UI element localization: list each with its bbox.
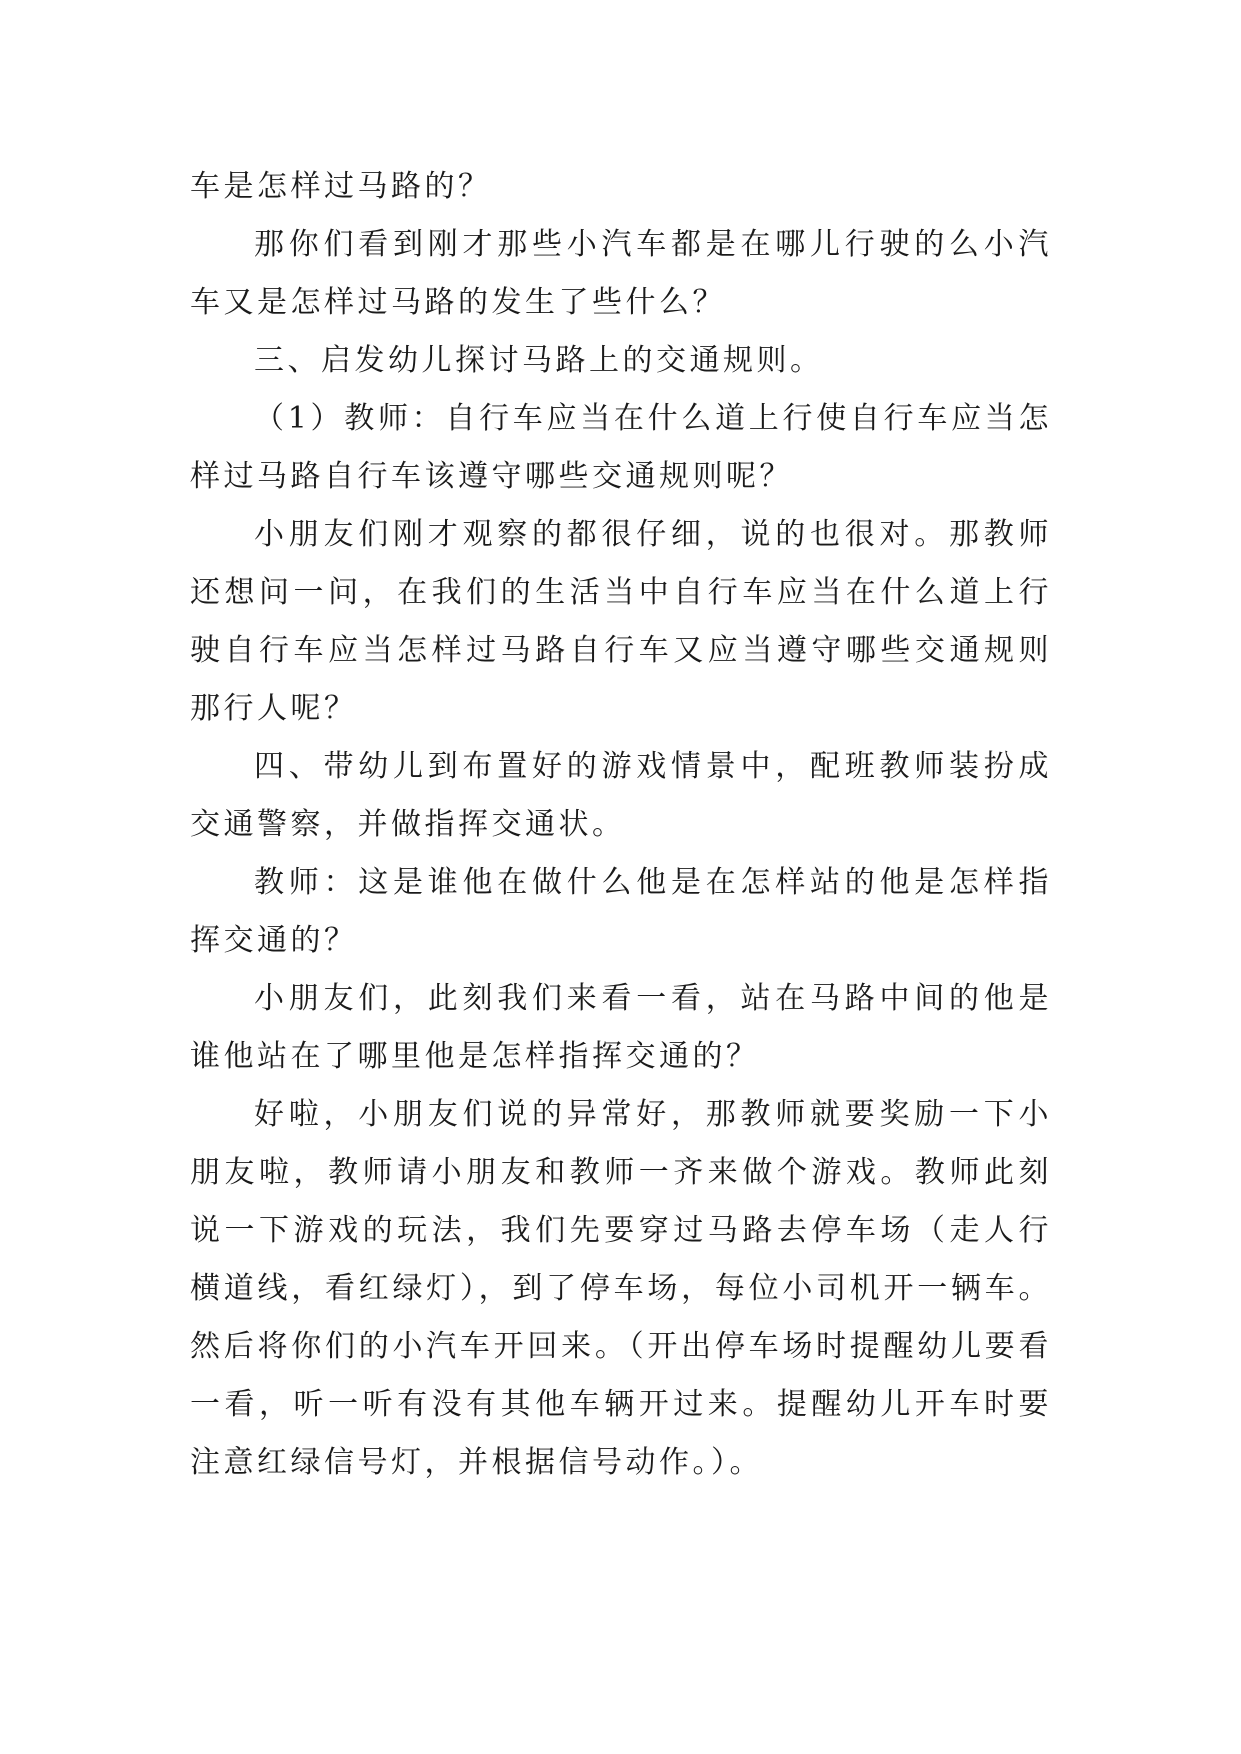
paragraph-5: 小朋友们刚才观察的都很仔细，说的也很对。那教师还想问一问，在我们的生活当中自行车应当在什么道上行驶自行车应当怎样过马路自行车又应当遵守哪些交通规则那行人呢？ bbox=[190, 517, 1052, 726]
paragraph-9: 好啦，小朋友们说的异常好，那教师就要奖励一下小朋友啦，教师请小朋友和教师一齐来做个游戏。教师此刻说一下游戏的玩法，我们先要穿过马路去停车场（走人行横道线，看红绿灯），到了停车场，每位小司机开一辆车。然后将你们的小汽车开回来。（开出停车场时提醒幼儿要看一看，听一听有没有其他车辆开过来。提醒幼儿开车时要注意红绿信号灯，并根据信号动作。）。 bbox=[190, 1097, 1052, 1480]
paragraph-2: 那你们看到刚才那些小汽车都是在哪儿行驶的么小汽车又是怎样过马路的发生了些什么？ bbox=[190, 227, 1052, 320]
document-body bbox=[190, 158, 1052, 1492]
paragraph-8: 小朋友们，此刻我们来看一看，站在马路中间的他是谁他站在了哪里他是怎样指挥交通的？ bbox=[190, 981, 1052, 1074]
paragraph-7: 教师：这是谁他在做什么他是在怎样站的他是怎样指挥交通的？ bbox=[190, 865, 1052, 958]
paragraph-1: 车是怎样过马路的？ bbox=[190, 169, 492, 204]
paragraph-4: （1）教师：自行车应当在什么道上行使自行车应当怎样过马路自行车该遵守哪些交通规则呢？ bbox=[190, 401, 1052, 494]
paragraph-6-heading: 四、带幼儿到布置好的游戏情景中，配班教师装扮成交通警察，并做指挥交通状。 bbox=[190, 749, 1052, 842]
paragraph-3-heading: 三、启发幼儿探讨马路上的交通规则。 bbox=[254, 343, 824, 378]
